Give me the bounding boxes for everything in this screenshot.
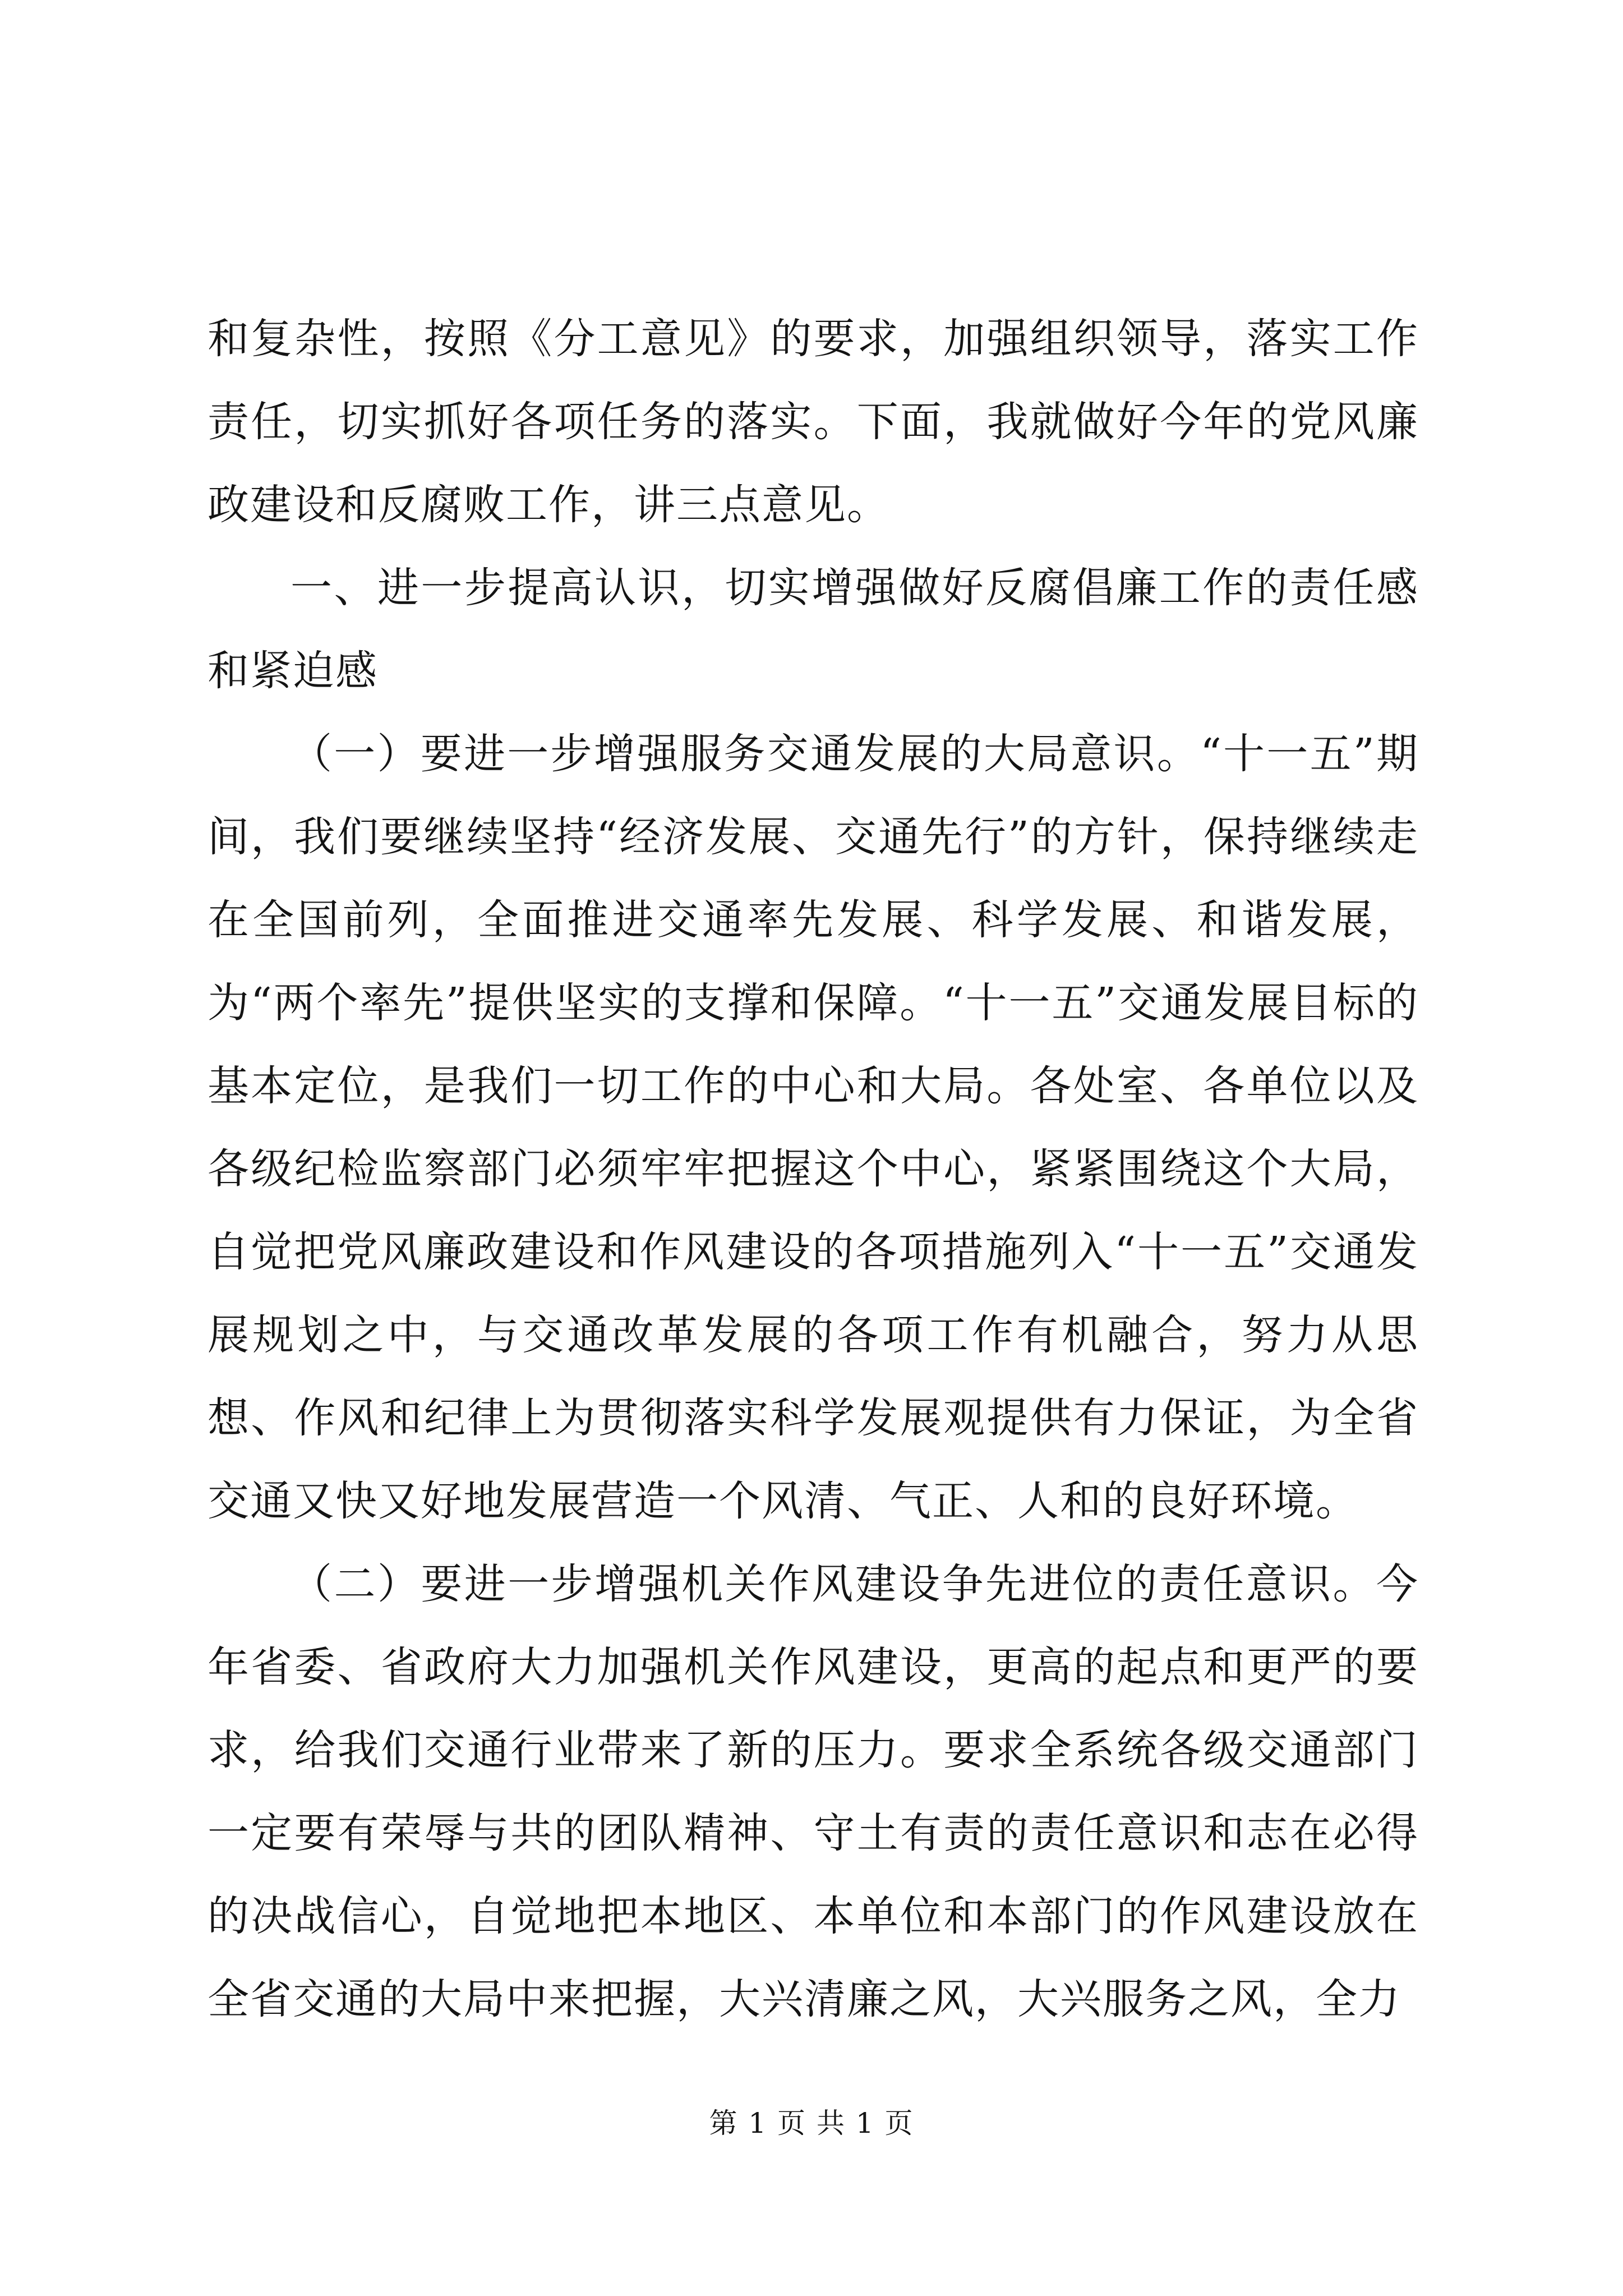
section-heading: 一、进一步提高认识，切实增强做好反腐倡廉工作的责任感和紧迫感 [208,564,1419,695]
paragraph-subsection-2: （二）要进一步增强机关作风建设争先进位的责任意识。今年省委、省政府大力加强机关作风建设，更高的起点和更严的要求，给我们交通行业带来了新的压力。要求全系统各级交通部门一定要有荣辱与共的团队精神、守土有责的责任意识和志在必得的决战信心，自觉地把本地区、本单位和本部门的作风建设放在全省交通的大局中来把握，大兴清廉之风，大兴服务之风，全力 [208,1560,1419,2023]
paragraph-continuation: 和复杂性，按照《分工意见》的要求，加强组织领导，落实工作责任，切实抓好各项任务的落实。下面，我就做好今年的党风廉政建设和反腐败工作，讲三点意见。 [208,315,1419,529]
page-footer: 第 1 页 共 1 页 [709,2107,914,2139]
document-body [208,297,1419,2041]
paragraph-subsection-1: （一）要进一步增强服务交通发展的大局意识。“十一五”期间，我们要继续坚持“经济发展、交通先行”的方针，保持继续走在全国前列，全面推进交通率先发展、科学发展、和谐发展，为“两个率先”提供坚实的支撑和保障。“十一五”交通发展目标的基本定位，是我们一切工作的中心和大局。各处室、各单位以及各级纪检监察部门必须牢牢把握这个中心，紧紧围绕这个大局，自觉把党风廉政建设和作风建设的各项措施列入“十一五”交通发展规划之中，与交通改革发展的各项工作有机融合，努力从思想、作风和纪律上为贯彻落实科学发展观提供有力保证，为全省交通又快又好地发展营造一个风清、气正、人和的良好环境。 [208,730,1419,1525]
